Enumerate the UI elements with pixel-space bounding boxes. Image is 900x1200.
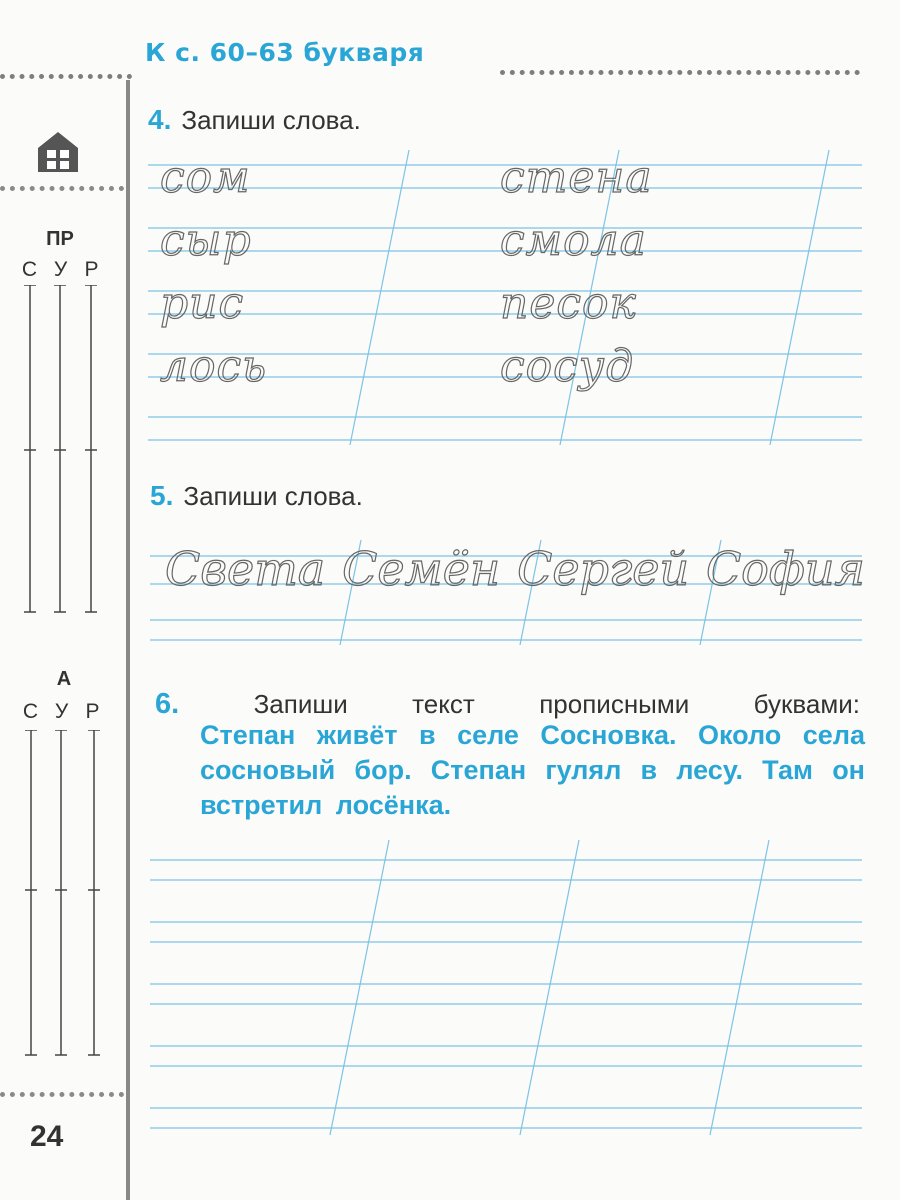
section-title-pr: ПР: [46, 228, 74, 250]
margin-divider: [0, 1092, 124, 1097]
word-right-1: стена: [500, 152, 653, 203]
header-divider-left: [0, 74, 132, 79]
section-title-a: А: [56, 668, 72, 690]
letter-r: Р: [85, 700, 100, 723]
task-title-word-1: Запиши: [253, 689, 348, 719]
task-title-word-4: буквами:: [753, 689, 860, 719]
task-title: Запиши слова.: [181, 105, 361, 135]
section-letters-a: [15, 700, 108, 724]
names-row: [165, 542, 865, 596]
task5-heading: [150, 480, 363, 512]
name-2: Семён: [342, 542, 501, 596]
page-number: 24: [30, 1120, 64, 1153]
task-number: 6.: [155, 688, 180, 720]
slant-line: [710, 840, 769, 1135]
task-title: Запиши слова.: [183, 481, 363, 511]
letter-s: С: [22, 700, 39, 723]
name-1: Света: [165, 542, 326, 596]
letter-r: Р: [84, 258, 99, 281]
word-left-2: сыр: [160, 215, 252, 266]
word-right-4: сосуд: [500, 341, 635, 392]
section-letters-pr: [14, 258, 107, 282]
word-left-1: сом: [160, 152, 251, 203]
task4-heading: [148, 104, 361, 136]
margin-line: [126, 80, 130, 1200]
progress-gauge-a: [18, 730, 110, 1060]
task-number: 4.: [148, 104, 172, 135]
name-3: Сергей: [517, 542, 690, 596]
task6-text: Степан живёт в селе Сосновка. Около села сосновый бор. Степан гулял в лесу. Там он встретил лосёнка.: [200, 720, 865, 820]
word-left-4: лось: [160, 341, 268, 392]
page-header: К с. 60–63 букваря: [145, 38, 425, 67]
task-number: 5.: [150, 480, 174, 511]
letter-u: У: [54, 700, 69, 723]
margin-divider: [0, 186, 124, 191]
slant-line: [520, 840, 579, 1135]
task6-heading: [155, 688, 860, 721]
slant-line: [350, 150, 409, 445]
letter-u: У: [53, 258, 68, 281]
letter-s: С: [21, 258, 38, 281]
slant-line: [770, 150, 829, 445]
name-4: София: [705, 542, 865, 596]
word-left-3: рис: [160, 278, 245, 329]
task-title-word-2: текст: [412, 689, 475, 719]
house-icon: [36, 130, 80, 174]
header-divider: [500, 70, 860, 75]
slant-line: [330, 840, 389, 1135]
task-title-word-3: прописными: [539, 689, 690, 719]
word-right-2: смола: [500, 215, 647, 266]
word-right-3: песок: [500, 278, 637, 329]
progress-gauge-pr: [18, 285, 108, 615]
